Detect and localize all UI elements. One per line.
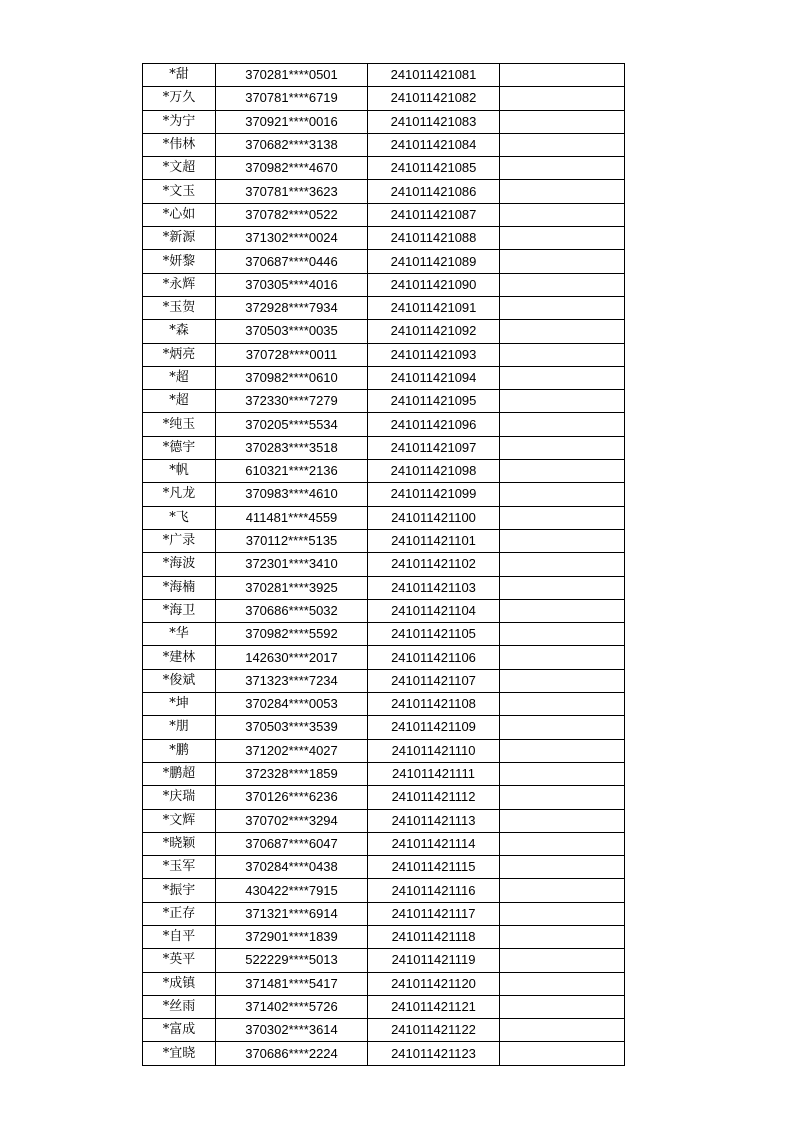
table-row	[143, 553, 625, 576]
note-cell	[500, 1019, 625, 1042]
table-row	[143, 413, 625, 436]
note-cell	[500, 716, 625, 739]
name-cell: *坤	[143, 693, 216, 716]
table-row	[143, 180, 625, 203]
name-cell: *朋	[143, 716, 216, 739]
registration-number-cell: 241011421104	[368, 599, 500, 622]
registration-number-cell: 241011421120	[368, 972, 500, 995]
note-cell	[500, 879, 625, 902]
name-cell: *万久	[143, 87, 216, 110]
note-cell	[500, 460, 625, 483]
table-row	[143, 599, 625, 622]
id-card-cell: 370983****4610	[216, 483, 368, 506]
table-row	[143, 856, 625, 879]
id-card-cell: 371321****6914	[216, 902, 368, 925]
id-card-cell: 411481****4559	[216, 506, 368, 529]
id-card-cell: 372330****7279	[216, 390, 368, 413]
note-cell	[500, 133, 625, 156]
registration-number-cell: 241011421106	[368, 646, 500, 669]
name-cell: *庆瑞	[143, 786, 216, 809]
note-cell	[500, 949, 625, 972]
name-cell: *玉贺	[143, 296, 216, 319]
name-cell: *飞	[143, 506, 216, 529]
note-cell	[500, 180, 625, 203]
id-card-cell: 371323****7234	[216, 669, 368, 692]
table-row	[143, 1042, 625, 1065]
note-cell	[500, 413, 625, 436]
registration-number-cell: 241011421089	[368, 250, 500, 273]
id-card-cell: 371402****5726	[216, 995, 368, 1018]
name-cell: *玉军	[143, 856, 216, 879]
note-cell	[500, 343, 625, 366]
registration-number-cell: 241011421111	[368, 762, 500, 785]
registration-number-cell: 241011421085	[368, 157, 500, 180]
registration-number-cell: 241011421107	[368, 669, 500, 692]
id-card-cell: 370686****2224	[216, 1042, 368, 1065]
note-cell	[500, 902, 625, 925]
note-cell	[500, 646, 625, 669]
registration-number-cell: 241011421121	[368, 995, 500, 1018]
name-cell: *文辉	[143, 809, 216, 832]
table-row	[143, 203, 625, 226]
table-row	[143, 809, 625, 832]
id-card-cell: 372328****1859	[216, 762, 368, 785]
table-row	[143, 87, 625, 110]
registration-number-cell: 241011421119	[368, 949, 500, 972]
table-row	[143, 693, 625, 716]
id-card-cell: 370982****5592	[216, 623, 368, 646]
note-cell	[500, 366, 625, 389]
name-cell: *华	[143, 623, 216, 646]
note-cell	[500, 506, 625, 529]
registration-number-cell: 241011421116	[368, 879, 500, 902]
id-card-cell: 371202****4027	[216, 739, 368, 762]
registration-number-cell: 241011421082	[368, 87, 500, 110]
registration-number-cell: 241011421108	[368, 693, 500, 716]
name-cell: *丝雨	[143, 995, 216, 1018]
name-cell: *富成	[143, 1019, 216, 1042]
registration-number-cell: 241011421115	[368, 856, 500, 879]
note-cell	[500, 553, 625, 576]
name-cell: *超	[143, 366, 216, 389]
table-row	[143, 995, 625, 1018]
note-cell	[500, 809, 625, 832]
id-card-cell: 372928****7934	[216, 296, 368, 319]
table-row	[143, 320, 625, 343]
registration-number-cell: 241011421122	[368, 1019, 500, 1042]
name-cell: *自平	[143, 925, 216, 948]
name-cell: *海波	[143, 553, 216, 576]
note-cell	[500, 669, 625, 692]
note-cell	[500, 832, 625, 855]
note-cell	[500, 529, 625, 552]
name-cell: *凡龙	[143, 483, 216, 506]
name-cell: *森	[143, 320, 216, 343]
name-cell: *炳亮	[143, 343, 216, 366]
name-cell: *俊斌	[143, 669, 216, 692]
id-card-cell: 370283****3518	[216, 436, 368, 459]
id-card-cell: 370686****5032	[216, 599, 368, 622]
id-card-cell: 370281****0501	[216, 64, 368, 87]
id-card-cell: 370503****0035	[216, 320, 368, 343]
table-row	[143, 786, 625, 809]
note-cell	[500, 250, 625, 273]
name-cell: *为宁	[143, 110, 216, 133]
table-row	[143, 366, 625, 389]
name-cell: *帆	[143, 460, 216, 483]
table-row	[143, 972, 625, 995]
registration-number-cell: 241011421113	[368, 809, 500, 832]
registration-number-cell: 241011421098	[368, 460, 500, 483]
name-cell: *建林	[143, 646, 216, 669]
id-card-cell: 370781****6719	[216, 87, 368, 110]
name-cell: *广录	[143, 529, 216, 552]
registration-number-cell: 241011421091	[368, 296, 500, 319]
table-row	[143, 716, 625, 739]
table-row	[143, 64, 625, 87]
registration-number-cell: 241011421084	[368, 133, 500, 156]
note-cell	[500, 1042, 625, 1065]
table-row	[143, 460, 625, 483]
table-row	[143, 739, 625, 762]
registration-number-cell: 241011421095	[368, 390, 500, 413]
name-cell: *文玉	[143, 180, 216, 203]
registration-number-cell: 241011421090	[368, 273, 500, 296]
name-cell: *纯玉	[143, 413, 216, 436]
note-cell	[500, 110, 625, 133]
note-cell	[500, 390, 625, 413]
name-cell: *伟林	[143, 133, 216, 156]
id-card-cell: 370982****0610	[216, 366, 368, 389]
table-row	[143, 576, 625, 599]
registration-number-cell: 241011421109	[368, 716, 500, 739]
table-row	[143, 250, 625, 273]
name-cell: *心如	[143, 203, 216, 226]
id-card-cell: 370921****0016	[216, 110, 368, 133]
table-row	[143, 529, 625, 552]
registration-number-cell: 241011421088	[368, 227, 500, 250]
id-card-cell: 370305****4016	[216, 273, 368, 296]
roster-table	[142, 63, 625, 1066]
id-card-cell: 370728****0011	[216, 343, 368, 366]
registration-number-cell: 241011421097	[368, 436, 500, 459]
note-cell	[500, 739, 625, 762]
registration-number-cell: 241011421123	[368, 1042, 500, 1065]
id-card-cell: 142630****2017	[216, 646, 368, 669]
name-cell: *文超	[143, 157, 216, 180]
registration-number-cell: 241011421093	[368, 343, 500, 366]
name-cell: *德宇	[143, 436, 216, 459]
id-card-cell: 370687****0446	[216, 250, 368, 273]
note-cell	[500, 623, 625, 646]
note-cell	[500, 436, 625, 459]
registration-number-cell: 241011421099	[368, 483, 500, 506]
registration-number-cell: 241011421083	[368, 110, 500, 133]
registration-number-cell: 241011421100	[368, 506, 500, 529]
id-card-cell: 370284****0053	[216, 693, 368, 716]
table-row	[143, 925, 625, 948]
name-cell: *新源	[143, 227, 216, 250]
name-cell: *海卫	[143, 599, 216, 622]
name-cell: *海楠	[143, 576, 216, 599]
table-row	[143, 273, 625, 296]
table-row	[143, 436, 625, 459]
name-cell: *超	[143, 390, 216, 413]
registration-number-cell: 241011421092	[368, 320, 500, 343]
note-cell	[500, 157, 625, 180]
note-cell	[500, 693, 625, 716]
name-cell: *成镇	[143, 972, 216, 995]
id-card-cell: 370687****6047	[216, 832, 368, 855]
id-card-cell: 370503****3539	[216, 716, 368, 739]
note-cell	[500, 786, 625, 809]
table-row	[143, 832, 625, 855]
note-cell	[500, 296, 625, 319]
id-card-cell: 370781****3623	[216, 180, 368, 203]
registration-number-cell: 241011421118	[368, 925, 500, 948]
table-row	[143, 902, 625, 925]
name-cell: *妍黎	[143, 250, 216, 273]
note-cell	[500, 599, 625, 622]
name-cell: *晓颖	[143, 832, 216, 855]
table-row	[143, 646, 625, 669]
id-card-cell: 522229****5013	[216, 949, 368, 972]
note-cell	[500, 576, 625, 599]
id-card-cell: 371481****5417	[216, 972, 368, 995]
name-cell: *鹏	[143, 739, 216, 762]
table-row	[143, 133, 625, 156]
registration-number-cell: 241011421114	[368, 832, 500, 855]
table-row	[143, 227, 625, 250]
table-row	[143, 110, 625, 133]
registration-number-cell: 241011421103	[368, 576, 500, 599]
registration-number-cell: 241011421086	[368, 180, 500, 203]
id-card-cell: 370126****6236	[216, 786, 368, 809]
id-card-cell: 370702****3294	[216, 809, 368, 832]
registration-number-cell: 241011421110	[368, 739, 500, 762]
id-card-cell: 370284****0438	[216, 856, 368, 879]
name-cell: *英平	[143, 949, 216, 972]
id-card-cell: 370982****4670	[216, 157, 368, 180]
note-cell	[500, 972, 625, 995]
table-row	[143, 879, 625, 902]
table-row	[143, 506, 625, 529]
note-cell	[500, 320, 625, 343]
name-cell: *永辉	[143, 273, 216, 296]
name-cell: *正存	[143, 902, 216, 925]
note-cell	[500, 925, 625, 948]
registration-number-cell: 241011421117	[368, 902, 500, 925]
id-card-cell: 370112****5135	[216, 529, 368, 552]
note-cell	[500, 227, 625, 250]
table-row	[143, 157, 625, 180]
name-cell: *鹏超	[143, 762, 216, 785]
table-row	[143, 623, 625, 646]
registration-number-cell: 241011421112	[368, 786, 500, 809]
table-row	[143, 949, 625, 972]
registration-number-cell: 241011421105	[368, 623, 500, 646]
table-row	[143, 669, 625, 692]
id-card-cell: 610321****2136	[216, 460, 368, 483]
id-card-cell: 370682****3138	[216, 133, 368, 156]
table-row	[143, 483, 625, 506]
id-card-cell: 370281****3925	[216, 576, 368, 599]
registration-number-cell: 241011421102	[368, 553, 500, 576]
id-card-cell: 372901****1839	[216, 925, 368, 948]
table-row	[143, 296, 625, 319]
registration-number-cell: 241011421081	[368, 64, 500, 87]
name-cell: *甜	[143, 64, 216, 87]
name-cell: *宜晓	[143, 1042, 216, 1065]
id-card-cell: 430422****7915	[216, 879, 368, 902]
id-card-cell: 370302****3614	[216, 1019, 368, 1042]
id-card-cell: 370782****0522	[216, 203, 368, 226]
note-cell	[500, 762, 625, 785]
note-cell	[500, 483, 625, 506]
id-card-cell: 372301****3410	[216, 553, 368, 576]
registration-number-cell: 241011421094	[368, 366, 500, 389]
table-row	[143, 762, 625, 785]
registration-number-cell: 241011421096	[368, 413, 500, 436]
id-card-cell: 370205****5534	[216, 413, 368, 436]
note-cell	[500, 995, 625, 1018]
note-cell	[500, 273, 625, 296]
note-cell	[500, 856, 625, 879]
registration-number-cell: 241011421087	[368, 203, 500, 226]
table-row	[143, 390, 625, 413]
roster-table-body	[143, 64, 625, 1066]
note-cell	[500, 87, 625, 110]
name-cell: *振宇	[143, 879, 216, 902]
note-cell	[500, 203, 625, 226]
table-row	[143, 1019, 625, 1042]
table-row	[143, 343, 625, 366]
id-card-cell: 371302****0024	[216, 227, 368, 250]
registration-number-cell: 241011421101	[368, 529, 500, 552]
note-cell	[500, 64, 625, 87]
